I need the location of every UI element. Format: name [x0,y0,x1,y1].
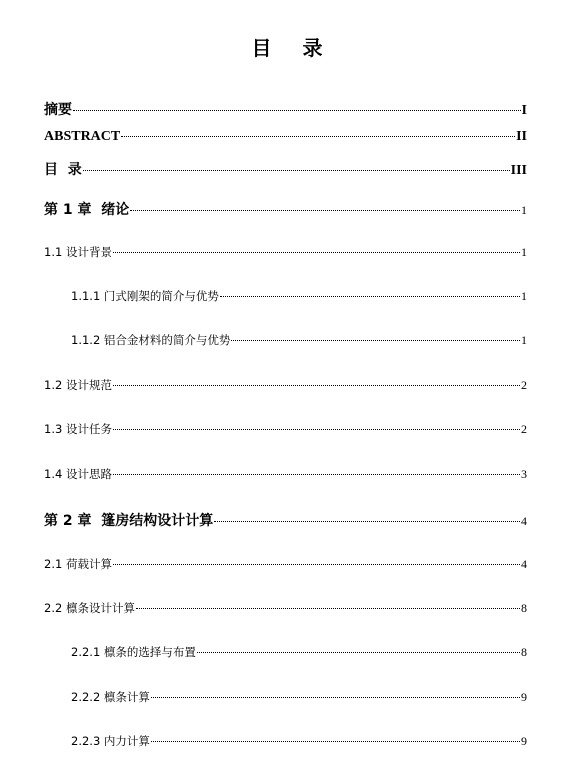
toc-entry-label: 1.1.2 铝合金材料的简介与优势 [71,333,231,347]
toc-entry-page: 2 [521,378,527,392]
toc-entry-section-1-2[interactable] [44,377,527,393]
toc-title: 目 录 [251,36,335,60]
dot-leader [151,741,520,742]
toc-entry-label: 目 录 [44,162,82,178]
toc-entry-page: 9 [521,690,527,704]
dot-leader [197,652,520,653]
dot-leader [113,474,520,475]
toc-entry-section-2-2-3[interactable] [71,733,527,749]
dot-leader [73,110,521,111]
dot-leader [231,340,520,341]
toc-entry-page: 1 [521,333,527,347]
toc-entry-page: II [516,129,527,144]
toc-entry-label: 2.2 檩条设计计算 [44,601,135,615]
dot-leader [136,608,520,609]
toc-entry-label: 1.1 设计背景 [44,245,112,259]
toc-entry-abstract-cn[interactable] [44,99,527,119]
toc-entry-label: 1.3 设计任务 [44,422,112,436]
dot-leader [151,697,520,698]
toc-entry-label: 2.2.2 檩条计算 [71,690,150,704]
toc-entry-page: III [510,163,527,178]
toc-entry-page: I [521,103,527,118]
toc-entry-section-1-1-2[interactable] [71,332,527,348]
dot-leader [214,521,520,522]
toc-entry-label: 摘要 [44,102,72,118]
dot-leader [113,564,520,565]
toc-entry-label: ABSTRACT [44,129,121,144]
toc-entry-section-2-2-1[interactable] [71,644,527,660]
dot-leader [113,385,520,386]
toc-entry-chapter-2[interactable] [44,510,527,530]
toc-entry-label: 第 1 章 绪论 [44,202,130,218]
toc-entry-page: 2 [521,422,527,436]
toc-entry-page: 4 [521,557,527,571]
dot-leader [220,296,520,297]
toc-entry-label: 1.1.1 门式刚架的简介与优势 [71,289,219,303]
toc-entry-abstract-en[interactable] [44,129,527,145]
dot-leader [130,210,520,211]
toc-entry-section-1-1-1[interactable] [71,288,527,304]
toc-entry-section-2-2-2[interactable] [71,689,527,705]
toc-entry-section-1-1[interactable] [44,244,527,260]
toc-entry-page: 8 [521,645,527,659]
toc-entry-page: 9 [521,734,527,748]
dot-leader [83,170,510,171]
toc-entry-label: 2.1 荷载计算 [44,557,112,571]
dot-leader [113,429,520,430]
dot-leader [121,136,515,137]
toc-entry-label: 2.2.3 内力计算 [71,734,150,748]
dot-leader [113,252,520,253]
toc-entry-page: 1 [521,289,527,303]
toc-entry-contents[interactable] [44,159,527,179]
toc-entry-page: 1 [521,203,527,217]
toc-entry-label: 1.4 设计思路 [44,467,112,481]
toc-entry-section-2-1[interactable] [44,556,527,572]
toc-entry-chapter-1[interactable] [44,199,527,219]
toc-entry-page: 1 [521,245,527,259]
toc-entry-label: 2.2.1 檩条的选择与布置 [71,645,196,659]
toc-entry-page: 8 [521,601,527,615]
toc-entry-label: 第 2 章 篷房结构设计计算 [44,513,214,529]
toc-entry-section-1-4[interactable] [44,466,527,482]
toc-entry-section-1-3[interactable] [44,421,527,437]
toc-entry-page: 3 [521,467,527,481]
toc-entry-page: 4 [521,514,527,528]
toc-entry-label: 1.2 设计规范 [44,378,112,392]
toc-entry-section-2-2[interactable] [44,600,527,616]
